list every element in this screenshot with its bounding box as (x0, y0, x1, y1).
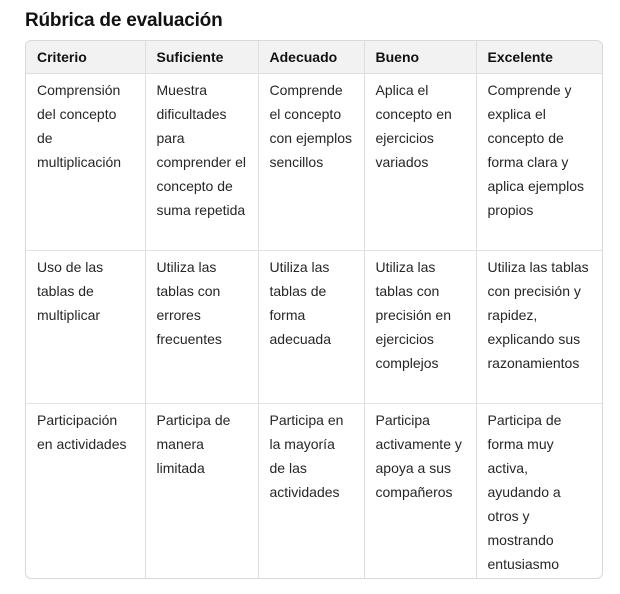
cell-bueno: Utiliza las tablas con precisión en ejercicios complejos (364, 250, 476, 403)
cell-bueno: Participa activamente y apoya a sus compañeros (364, 403, 476, 578)
header-adecuado: Adecuado (258, 41, 364, 73)
cell-suficiente: Muestra dificultades para comprender el concepto de suma repetida (145, 73, 258, 250)
cell-criterio: Comprensión del concepto de multiplicación (26, 73, 145, 250)
cell-suficiente: Participa de manera limitada (145, 403, 258, 578)
cell-adecuado: Comprende el concepto con ejemplos sencillos (258, 73, 364, 250)
header-suficiente: Suficiente (145, 41, 258, 73)
table-row (26, 403, 603, 578)
table-row (26, 250, 603, 403)
cell-excelente: Utiliza las tablas con precisión y rapidez, explicando sus razonamientos (476, 250, 603, 403)
cell-excelente: Participa de forma muy activa, ayudando a otros y mostrando entusiasmo (487, 411, 562, 572)
table-row (26, 73, 603, 250)
page-title: Rúbrica de evaluación (25, 10, 223, 31)
header-excelente: Excelente (476, 41, 603, 73)
cell-adecuado: Utiliza las tablas de forma adecuada (258, 250, 364, 403)
header-criterio: Criterio (26, 41, 145, 73)
cell-excelente: Comprende y explica el concepto de forma clara y aplica ejemplos propios (476, 73, 603, 250)
cell-criterio: Uso de las tablas de multiplicar (26, 250, 145, 403)
cell-bueno: Aplica el concepto en ejercicios variados (364, 73, 476, 250)
rubric-table (26, 41, 603, 578)
header-bueno: Bueno (364, 41, 476, 73)
cell-criterio: Participación en actividades (26, 403, 145, 578)
table-header-row (26, 41, 603, 73)
cell-suficiente: Utiliza las tablas con errores frecuentes (145, 250, 258, 403)
rubric-table-container (25, 40, 603, 579)
cell-adecuado: Participa en la mayoría de las actividades (258, 403, 364, 578)
